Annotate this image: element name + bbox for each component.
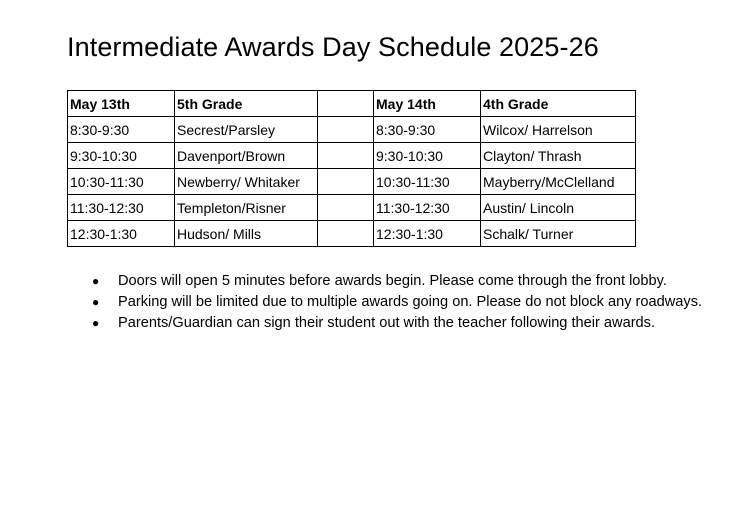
5th-grade-teachers-cell: Davenport/Brown xyxy=(175,143,318,169)
page-title: Intermediate Awards Day Schedule 2025-26 xyxy=(67,32,599,62)
table-row xyxy=(68,195,636,221)
5th-grade-teachers-cell: Templeton/Risner xyxy=(175,195,318,221)
spacer-cell xyxy=(318,169,374,195)
4th-grade-teachers-cell: Schalk/ Turner xyxy=(481,221,636,247)
5th-grade-teachers-cell: Secrest/Parsley xyxy=(175,117,318,143)
may-13-time-cell: 9:30-10:30 xyxy=(68,143,175,169)
4th-grade-teachers-cell: Clayton/ Thrash xyxy=(481,143,636,169)
note-text: Doors will open 5 minutes before awards begin. Please come through the front lobby. xyxy=(118,273,667,289)
table-row xyxy=(68,221,636,247)
notes-list xyxy=(92,271,732,334)
list-item xyxy=(92,292,732,313)
note-text: Parents/Guardian can sign their student out with the teacher following their awards. xyxy=(118,315,656,331)
may-14-time-cell: 10:30-11:30 xyxy=(374,169,481,195)
bullet-icon: ● xyxy=(92,316,100,330)
5th-grade-teachers-cell: Hudson/ Mills xyxy=(175,221,318,247)
header-4th-grade: 4th Grade xyxy=(481,91,636,117)
note-text: Parking will be limited due to multiple awards going on. Please do not block any roadways. xyxy=(118,294,703,310)
schedule-table xyxy=(67,90,636,247)
header-may-14-date: May 14th xyxy=(374,91,481,117)
5th-grade-teachers-cell: Newberry/ Whitaker xyxy=(175,169,318,195)
bullet-icon: ● xyxy=(92,295,100,309)
list-item xyxy=(92,313,732,334)
spacer-cell xyxy=(318,117,374,143)
4th-grade-teachers-cell: Wilcox/ Harrelson xyxy=(481,117,636,143)
header-may-13-date: May 13th xyxy=(68,91,175,117)
may-14-time-cell: 11:30-12:30 xyxy=(374,195,481,221)
table-header-row xyxy=(68,91,636,117)
spacer-cell xyxy=(318,221,374,247)
may-13-time-cell: 12:30-1:30 xyxy=(68,221,175,247)
may-14-time-cell: 8:30-9:30 xyxy=(374,117,481,143)
may-13-time-cell: 10:30-11:30 xyxy=(68,169,175,195)
4th-grade-teachers-cell: Mayberry/McClelland xyxy=(481,169,636,195)
may-14-time-cell: 12:30-1:30 xyxy=(374,221,481,247)
spacer-cell xyxy=(318,195,374,221)
4th-grade-teachers-cell: Austin/ Lincoln xyxy=(481,195,636,221)
bullet-icon: ● xyxy=(92,274,100,288)
spacer-cell xyxy=(318,143,374,169)
table-row xyxy=(68,117,636,143)
table-row xyxy=(68,169,636,195)
may-14-time-cell: 9:30-10:30 xyxy=(374,143,481,169)
header-spacer xyxy=(318,91,374,117)
list-item xyxy=(92,271,732,292)
header-5th-grade: 5th Grade xyxy=(175,91,318,117)
may-13-time-cell: 8:30-9:30 xyxy=(68,117,175,143)
table-row xyxy=(68,143,636,169)
may-13-time-cell: 11:30-12:30 xyxy=(68,195,175,221)
